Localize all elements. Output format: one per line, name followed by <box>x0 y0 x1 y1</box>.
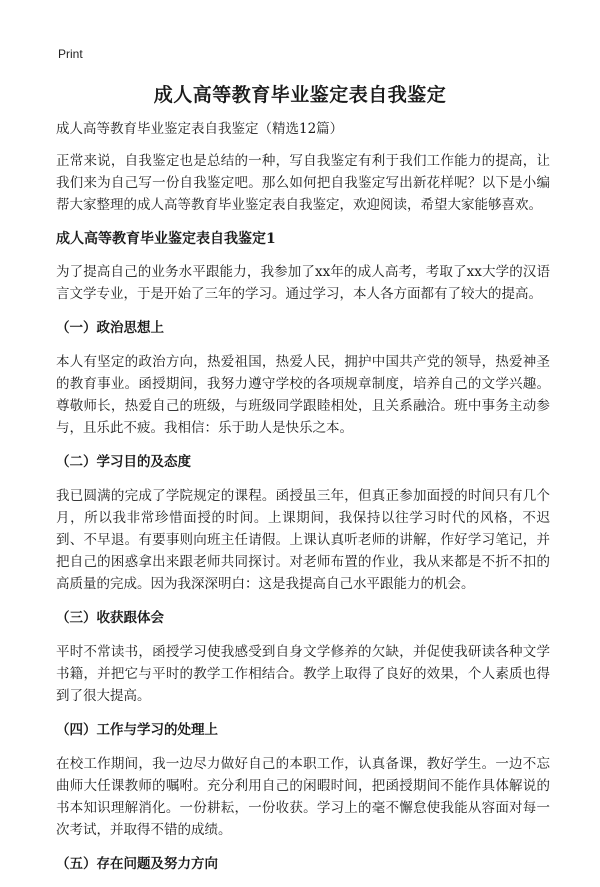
section-heading: 成人高等教育毕业鉴定表自我鉴定1 <box>56 231 276 247</box>
subsection-heading-study-attitude: （二）学习目的及态度 <box>56 454 191 470</box>
section-intro-paragraph: 为了提高自己的业务水平跟能力，我参加了xx年的成人高考，考取了xx大学的汉语言文学专业，于是开始了三年的学习。通过学习，本人各方面都有了较大的提高。 <box>56 264 550 302</box>
intro-paragraph: 正常来说，自我鉴定也是总结的一种，写自我鉴定有利于我们工作能力的提高，让我们来为自己写一份自我鉴定吧。那么如何把自我鉴定写出新花样呢？以下是小编帮大家整理的成人高等教育毕业鉴定表自我鉴定，欢迎阅读，希望大家能够喜欢。 <box>56 153 550 213</box>
subsection-body-study-attitude: 我已圆满的完成了学院规定的课程。函授虽三年，但真正参加面授的时间只有几个月，所以我非常珍惜面授的时间。上课期间，我保持以往学习时代的风格，不迟到、不早退。有要事则向班主任请假。上课认真听老师的讲解，作好学习笔记，并把自己的困惑拿出来跟老师共同探讨。对老师布置的作业，我从来都是不折不扣的高质量的完成。因为我深深明白：这是我提高自己水平跟能力的机会。 <box>56 488 550 592</box>
subsection-body-work-study: 在校工作期间，我一边尽力做好自己的本职工作，认真备课，教好学生。一边不忘曲师大任课教师的嘱咐。充分利用自己的闲暇时间，把函授期间不能作具体解说的书本知识理解消化。一份耕耘，一份收获。学习上的毫不懈怠使我能从容面对每一次考试，并取得不错的成绩。 <box>56 756 550 838</box>
subsection-heading-political: （一）政治思想上 <box>56 320 164 336</box>
subsection-heading-gains: （三）收获跟体会 <box>56 610 164 626</box>
document-title: 成人高等教育毕业鉴定表自我鉴定 <box>153 84 447 106</box>
document-subtitle: 成人高等教育毕业鉴定表自我鉴定（精选12篇） <box>56 121 344 137</box>
subsection-body-gains: 平时不常读书，函授学习使我感受到自身文学修养的欠缺，并促使我研读各种文学书籍，并把它与平时的教学工作相结合。教学上取得了良好的效果，个人素质也得到了很大提高。 <box>56 644 550 704</box>
subsection-body-political: 本人有坚定的政治方向，热爱祖国，热爱人民，拥护中国共产党的领导，热爱神圣的教育事业。函授期间，我努力遵守学校的各项规章制度，培养自己的文学兴趣。尊敬师长，热爱自己的班级，与班级同学跟睦相处，且关系融洽。班中事务主动参与，且乐此不疲。我相信：乐于助人是快乐之本。 <box>56 354 550 436</box>
subsection-heading-problems: （五）存在问题及努力方向 <box>56 856 218 872</box>
print-link[interactable]: Print <box>58 47 83 61</box>
subsection-heading-work-study: （四）工作与学习的处理上 <box>56 722 218 738</box>
document-body <box>56 118 550 887</box>
